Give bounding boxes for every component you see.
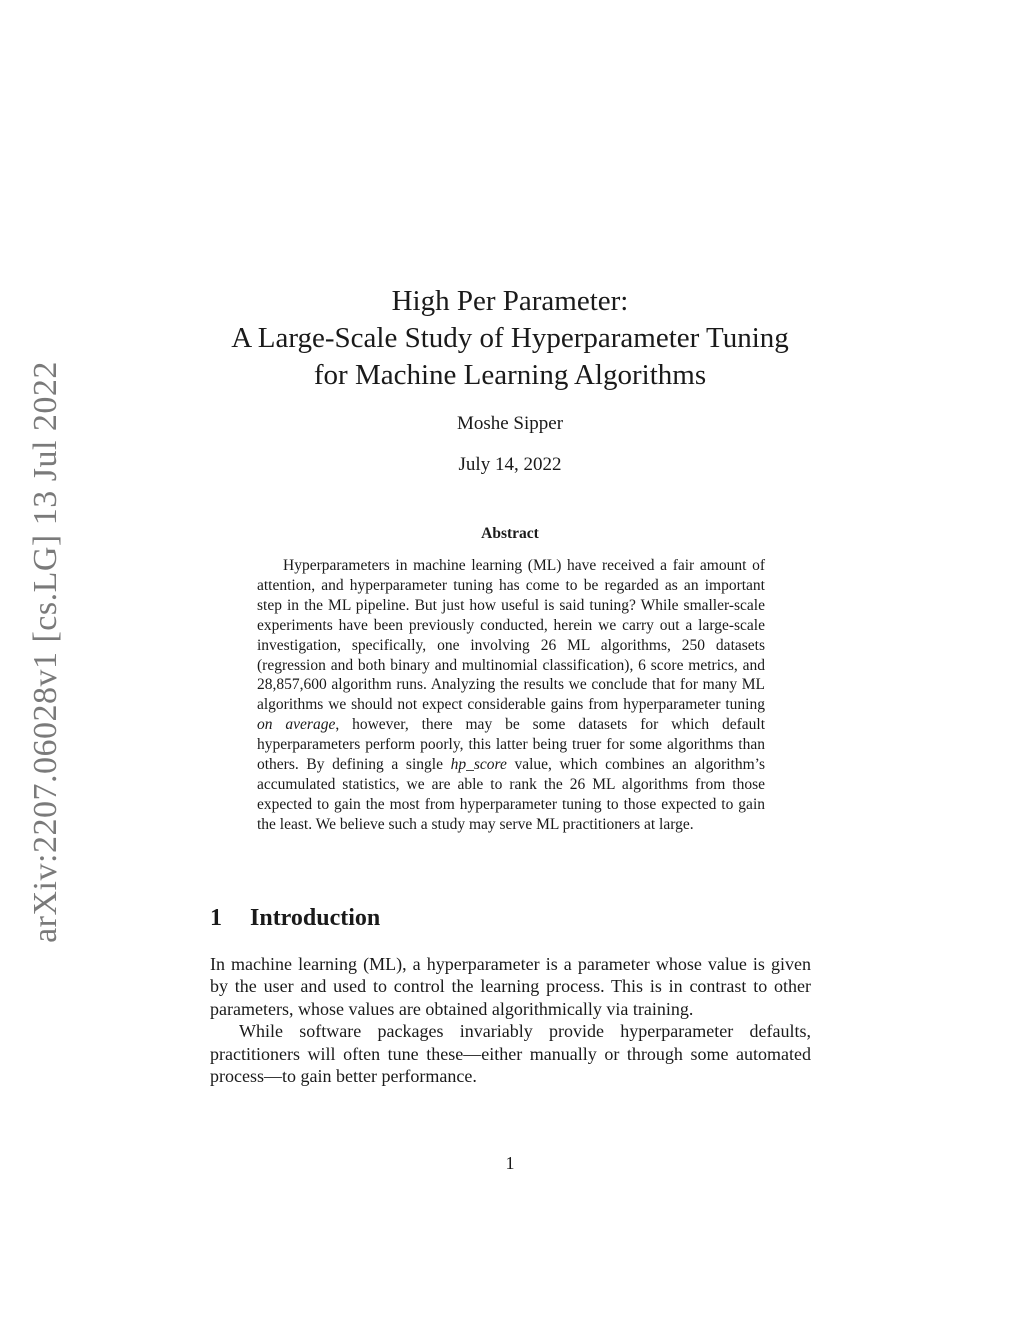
title-line-3: for Machine Learning Algorithms: [313, 359, 707, 391]
paper-title: [210, 283, 810, 394]
page-number: 1: [505, 1153, 515, 1173]
abstract-text: [257, 556, 765, 835]
abstract-text-part2: , however, there may be some datasets for which default hyperparameters perform poorly, this latter being truer for some algorithms than others. By defining a single: [257, 716, 765, 774]
introduction-body: [210, 953, 811, 1087]
section-number: 1: [210, 905, 222, 931]
intro-paragraph-2: While software packages invariably provide hyperparameter defaults, practitioners will often tune these—either manually or through some automated process—to gain better performance.: [210, 1021, 811, 1087]
section-title: Introduction: [250, 905, 381, 931]
title-line-1: High Per Parameter:: [391, 285, 629, 317]
section-heading-introduction: [210, 905, 380, 932]
title-line-2: A Large-Scale Study of Hyperparameter Tuning: [231, 322, 789, 354]
abstract-emphasis-hp-score: hp_score: [450, 756, 507, 774]
abstract-text-part3: value, which combines an algorithm’s accumulated statistics, we are able to rank the 26 ML algorithms from those expected to gain the most from hyperparameter tuning to those expected to gain the least. We believe such a study may serve ML practitioners at large.: [257, 756, 765, 833]
author-name: Moshe Sipper: [456, 413, 564, 434]
abstract-text-part1: Hyperparameters in machine learning (ML) have received a fair amount of attention, and hyperparameter tuning has come to be regarded as an important step in the ML pipeline. But just how useful is said tuning? While smaller-scale experiments have been previously conducted, herein we carry out a large-scale investigation, specifically, one involving 26 ML algorithms, 250 datasets (regression and both binary and multinomial classification), 6 score metrics, and 28,857,600 algorithm runs. Analyzing the results we conclude that for many ML algorithms we should not expect considerable gains from hyperparameter tuning: [257, 557, 765, 714]
abstract-heading: Abstract: [481, 525, 539, 542]
publication-date: July 14, 2022: [458, 454, 562, 475]
arxiv-identifier-stamp: arXiv:2207.06028v1 [cs.LG] 13 Jul 2022: [27, 361, 64, 943]
abstract-emphasis-on-average: on average: [257, 716, 336, 734]
intro-paragraph-1: In machine learning (ML), a hyperparameter is a parameter whose value is given by the user and used to control the learning process. This is in contrast to other parameters, whose values are obtained algorithmically via training.: [210, 954, 811, 1019]
